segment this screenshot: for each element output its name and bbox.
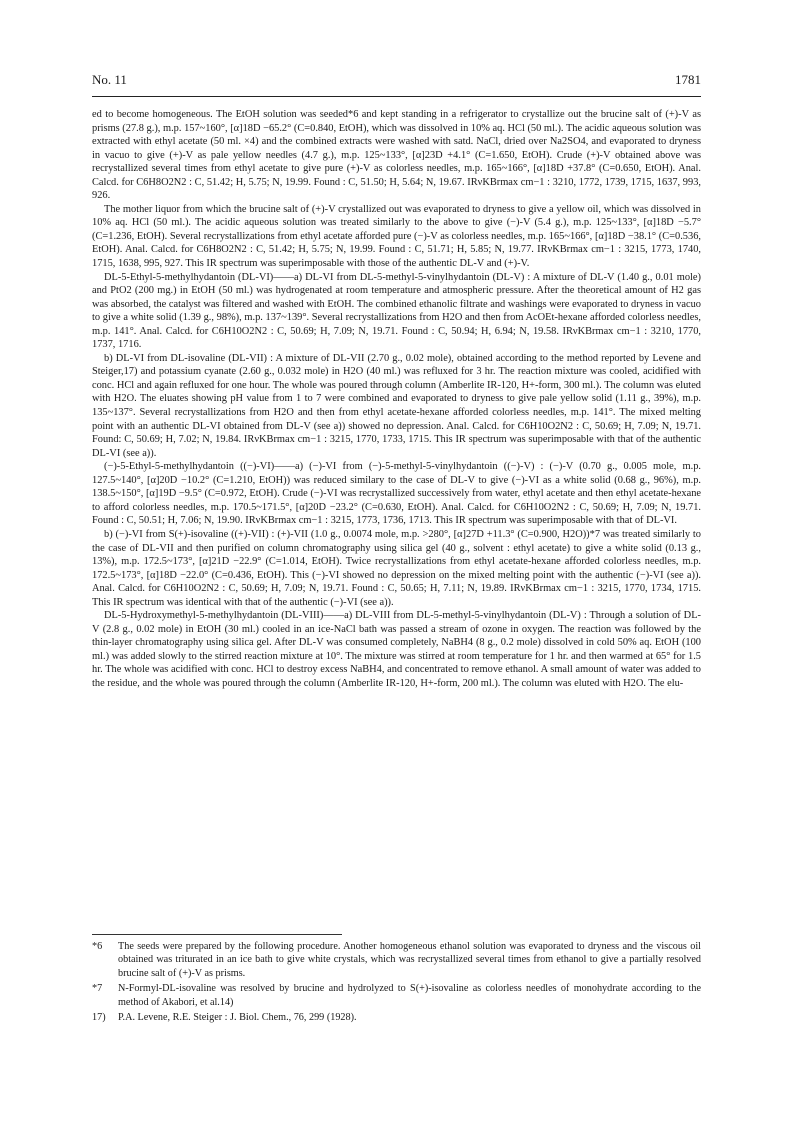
paragraph: ed to become homogeneous. The EtOH solution was seeded*6 and kept standing in a refrigerator to crystallize out the brucine salt of (+)-V as prisms (27.8 g.), m.p. 157~160°, [α]18D −65.2° (C=0.840, EtOH), which was dissolved in 10% aq. HCl (50 ml.). The acidic aqueous solution was extracted with ethyl acetate (50 ml. ×4) and the combined extracts were washed with satd. NaCl, dried over Na2SO4, and evaporated to dryness in vacuo to give (+)-V as pale yellow needles (4.7 g.), m.p. 125~133°, [α]23D +4.1° (C=1.650, EtOH). Crude (+)-V obtained above was recrystallized several times from ethyl acetate to give pure (+)-V as colorless needles, m.p. 165~166°, [α]18D +37.8° (C=0.650, EtOH). Anal. Calcd. for C6H8O2N2 : C, 51.42; H, 5.75; N, 19.99. Found : C, 51.50; H, 5.64; N, 19.67. IRνKBrmax cm−1 : 3210, 1772, 1739, 1715, 1637, 993, 926.	[92, 109, 701, 202]
paragraph: b) (−)-VI from S(+)-isovaline ((+)-VII) : (+)-VII (1.0 g., 0.0074 mole, m.p. >280°, [α]27D +11.3° (C=0.900, H2O))*7 was treated similarly to the case of DL-VII and then purified on column chromatography using silica gel (40 g., solvent : ethyl acetate) to give a white solid (0.13 g., 13%), m.p. 172.5~173°, [α]21D −22.9° (C=1.014, EtOH). Twice recrystallizations from ethyl acetate-hexane afforded colorless needles, m.p. 172.5~173°, [α]18D −22.0° (C=0.436, EtOH). This (−)-VI showed no depression on the mixed melting point with the authentic (−)-VI (see a)). Anal. Calcd. for C6H10O2N2 : C, 50.69; H, 7.09; N, 19.71. Found : C, 50.65; H, 7.11; N, 19.89. IRνKBrmax cm−1 : 3215, 1770, 1734, 1715. This IR spectrum was identical with that of the authentic (−)-VI (see a)).	[92, 528, 701, 608]
paragraph: DL-5-Ethyl-5-methylhydantoin (DL-VI)——a) DL-VI from DL-5-methyl-5-vinylhydantoin (DL-V) : A mixture of DL-V (1.40 g., 0.01 mole) and PtO2 (200 mg.) in EtOH (50 ml.) was hydrogenated at room temperature and atmospheric pressure. After the theoretical amount of H2 gas was absorbed, the catalyst was filtered and washed with EtOH. The combined ethanolic filtrate and washings were evaporated to dryness in vacuo to give a white solid (1.39 g., 98%), m.p. 137~139°. Several recrystallizations from H2O and then from AcOEt-hexane afforded colorless needles, m.p. 141°. Anal. Calcd. for C6H10O2N2 : C, 50.69; H, 7.09; N, 19.71. Found : C, 50.94; H, 6.94; N, 19.58. IRνKBrmax cm−1 : 3210, 1770, 1737, 1716.	[92, 271, 701, 351]
paragraph: The mother liquor from which the brucine salt of (+)-V crystallized out was evaporated to dryness to give a yellow oil, which was dissolved in 10% aq. HCl (50 ml.). The acidic aqueous solution was treated similarly to the above to give (−)-V (5.4 g.), m.p. 125~133°, [α]18D −5.7° (C=1.236, EtOH). Several recrystallizations from ethyl acetate afforded pure (−)-V as colorless needles, m.p. 165~166°, [α]18D −38.1° (C=0.536, EtOH). Anal. Calcd. for C6H8O2N2 : C, 51.42; H, 5.75; N, 19.99. Found : C, 51.71; H, 5.85; N, 19.77. IRνKBrmax cm−1 : 3215, 1773, 1740, 1715, 1638, 995, 927. This IR spectrum was superimposable with those of the authentic DL-V and (+)-V.	[92, 203, 701, 270]
paragraph: b) DL-VI from DL-isovaline (DL-VII) : A mixture of DL-VII (2.70 g., 0.02 mole), obtained according to the method reported by Levene and Steiger,17) and potassium cyanate (2.60 g., 0.032 mole) in H2O (40 ml.) was refluxed for 3 hr. The reaction mixture was cooled, acidified with conc. HCl and again refluxed for one hour. The whole was poured through column (Amberlite IR-120, H+-form, 300 ml.). The column was eluted with H2O. The eluates showing pH value from 1 to 7 were combined and evaporated to dryness to give pale yellow solid (1.11 g., 39%), m.p. 135~137°. Several recrystallizations from H2O and then from ethyl acetate-hexane afforded colorless needles, m.p. 141°. The mixed melting point with an authentic DL-VI obtained from DL-V (see a)) showed no depression. Anal. Calcd. for C6H10O2N2 : C, 50.69; H, 7.09; N, 19.71. Found: C, 50.69; H, 7.02; N, 19.84. IRνKBrmax cm−1 : 3215, 1770, 1733, 1715. This IR spectrum was superimposable with that of the authentic DL-VI (see a)).	[92, 352, 701, 459]
footnote-text: N-Formyl-DL-isovaline was resolved by brucine and hydrolyzed to S(+)-isovaline as colorless needles of monohydrate according to the method of Akabori, et al.14)	[118, 983, 701, 1008]
footnotes	[92, 940, 701, 1026]
reference	[92, 1011, 701, 1024]
paragraph: (−)-5-Ethyl-5-methylhydantoin ((−)-VI)——a) (−)-VI from (−)-5-methyl-5-vinylhydantoin ((−)-V) : (−)-V (0.70 g., 0.005 mole, m.p. 127.5~140°, [α]20D −10.2° (C=1.210, EtOH)) was reduced similary to the case of DL-V to give (−)-VI as a white solid (0.68 g., 96%), m.p. 138.5~150°, [α]19D −9.5° (C=0.972, EtOH). Crude (−)-VI was recrystallized successively from water, ethyl acetate and then ethyl acetate-hexane to afford colorless needles, m.p. 170.5~171.5°, [α]20D −23.2° (C=0.630, EtOH). Anal. Calcd. for C6H10O2N2 : C, 50.69; H, 7.09; N, 19.71. Found : C, 50.51; H, 7.06; N, 19.90. IRνKBrmax cm−1 : 3215, 1773, 1736, 1713. This IR spectrum was superimposable with that of DL-VI.	[92, 461, 701, 527]
footnote-mark: *6	[92, 941, 103, 952]
reference-text: P.A. Levene, R.E. Steiger : J. Biol. Chem., 76, 299 (1928).	[118, 1012, 357, 1024]
page-number: 1781	[675, 72, 701, 87]
issue-number: No. 11	[92, 72, 127, 87]
paragraph: DL-5-Hydroxymethyl-5-methylhydantoin (DL-VIII)——a) DL-VIII from DL-5-methyl-5-vinylhydantoin (DL-V) : Through a solution of DL-V (2.8 g., 0.02 mole) in EtOH (30 ml.) cooled in an ice-NaCl bath was passed a stream of ozone in oxygen. The reaction was followed by the thin-layer chromatography using silica gel. After DL-V was consumed completely, NaBH4 (8 g., 0.2 mole) dissolved in cold 50% aq. EtOH (100 ml.) was added slowly to the stirred reaction mixture at 10°. The mixture was stirred at room temperature for 1 hr. and then warmed at 65° for 1.5 hr. The whole was acidified with conc. HCl to destroy excess NaBH4, and concentrated to remove ethanol. A small amount of water was added to the residue, and the whole was poured through the column (Amberlite IR-120, H+-form, 200 ml.). The column was eluted with H2O. The elu-	[92, 610, 701, 689]
body-text	[92, 108, 701, 691]
footnote	[92, 982, 701, 1009]
footnote	[92, 940, 701, 980]
header-rule	[92, 96, 701, 97]
reference-mark: 17)	[92, 1012, 106, 1024]
footnote-text: The seeds were prepared by the following procedure. Another homogeneous ethanol solution was evaporated to dryness and the viscous oil obtained was triturated in an ice bath to give white crystals, which was recrystallized several times from ethanol to give a partially resolved brucine salt of (+)-V as prisms.	[118, 941, 701, 979]
footnote-mark: *7	[92, 983, 103, 995]
footnote-rule	[92, 934, 342, 935]
page-header	[92, 72, 701, 94]
